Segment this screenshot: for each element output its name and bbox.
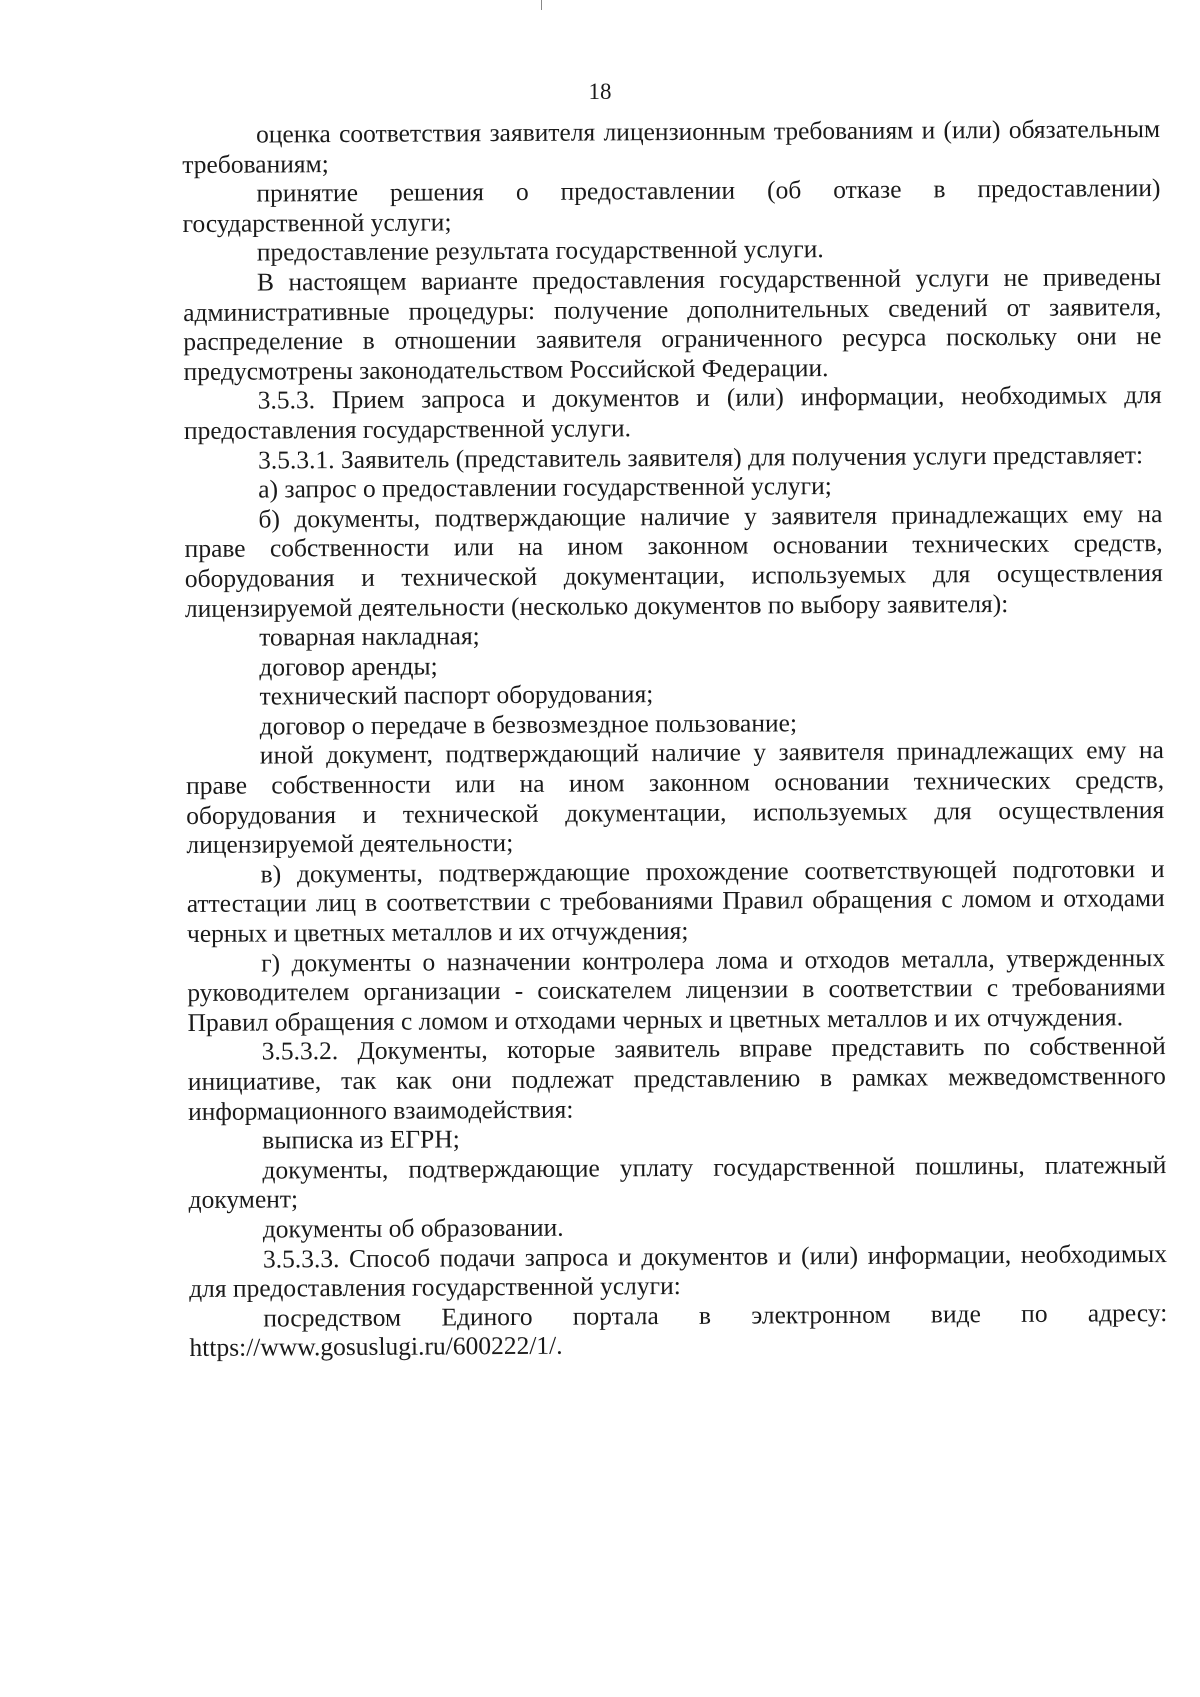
scan-mark bbox=[541, 0, 542, 10]
list-item: г) документы о назначении контролера лома и отходов металла, утвержденных руководителем организации - соискателем лицензии в соответствии с требованиями Правил обращения с ломом и отходами черных и цветных металлов и их отчуждения. bbox=[187, 942, 1166, 1037]
paragraph: оценка соответствия заявителя лицензионным требованиям и (или) обязательным требованиям; bbox=[182, 114, 1161, 179]
paragraph: принятие решения о предоставлении (об отказе в предоставлении) государственной услуги; bbox=[182, 173, 1161, 238]
list-item: документы, подтверждающие уплату государственной пошлины, платежный документ; bbox=[188, 1149, 1167, 1215]
list-item: в) документы, подтверждающие прохождение соответствующей подготовки и аттестации лиц в соответствии с требованиями Правил обращения с ломом и отходами черных и цветных металлов и их отчуждения; bbox=[186, 853, 1165, 949]
paragraph: 3.5.3.2. Документы, которые заявитель вправе представить по собственной инициативе, так как они подлежат представлению в рамках межведомственного информационного взаимодействия: bbox=[187, 1031, 1166, 1126]
paragraph-with-url: посредством Единого портала в электронном виде по адресу: https://www.gosuslugi.ru/600222/1/. bbox=[189, 1297, 1168, 1363]
list-item: выписка из ЕГРН; bbox=[262, 1124, 460, 1155]
paragraph: 3.5.3.3. Способ подачи запроса и документов и (или) информации, необходимых для предоставления государственной услуги: bbox=[189, 1238, 1168, 1304]
paragraph: предоставление результата государственной услуги. bbox=[256, 234, 824, 267]
section-heading: 3.5.3. Прием запроса и документов и (или) информации, необходимых для предоставления государственной услуги. bbox=[183, 380, 1162, 445]
paragraph: 3.5.3.1. Заявитель (представитель заявителя) для получения услуги представляет: bbox=[257, 439, 1144, 475]
list-item: товарная накладная; bbox=[259, 621, 480, 652]
list-item: а) запрос о предоставлении государственной услуги; bbox=[258, 471, 832, 504]
page-number: 18 bbox=[588, 79, 612, 104]
list-item: технический паспорт оборудования; bbox=[259, 679, 654, 711]
list-item: документы об образовании. bbox=[262, 1212, 564, 1244]
list-item: иной документ, подтверждающий наличие у заявителя принадлежащих ему на праве собственности или на ином законном основании технических средств, оборудования и технической документации, используемых для осуществления лицензируемой деятельности; bbox=[185, 735, 1165, 860]
list-item: б) документы, подтверждающие наличие у заявителя принадлежащих ему на праве собственности или на ином законном основании технических средств, оборудования и технической документации, используемых для осуществления лицензируемой деятельности (несколько документов по выбору заявителя): bbox=[184, 498, 1163, 623]
list-item: договор аренды; bbox=[259, 651, 438, 682]
paragraph: В настоящем варианте предоставления государственной услуги не приведены административные процедуры: получение дополнительных сведений от заявителя, распределение в отношении заявителя ограниченного ресурса поскольку они не предусмотрены законодательством Российской Федерации. bbox=[183, 261, 1162, 386]
document-body bbox=[182, 114, 1168, 1363]
list-item: договор о передаче в безвозмездное пользование; bbox=[259, 708, 798, 741]
